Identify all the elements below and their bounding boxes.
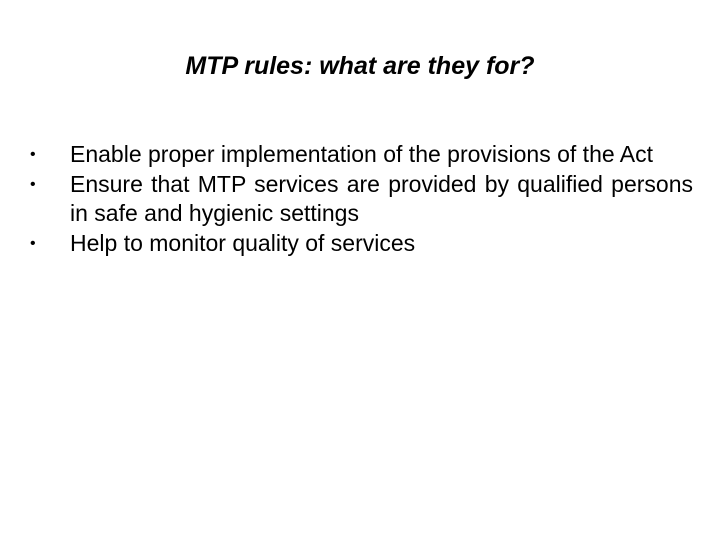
slide-title: MTP rules: what are they for? [185, 52, 535, 80]
bullet-text: Enable proper implementation of the provisions of the Act [70, 141, 654, 167]
bullet-icon: • [30, 234, 36, 252]
bullet-text: Help to monitor quality of services [70, 229, 416, 256]
bullet-icon: • [30, 146, 36, 163]
bullet-item [30, 140, 693, 170]
bullet-item [30, 229, 693, 259]
bullet-text: Ensure that MTP services are provided by qualified persons in safe and hygienic settings [70, 170, 693, 226]
bullet-icon: • [30, 175, 36, 193]
bullet-item [30, 170, 693, 229]
bullet-list [30, 140, 693, 258]
